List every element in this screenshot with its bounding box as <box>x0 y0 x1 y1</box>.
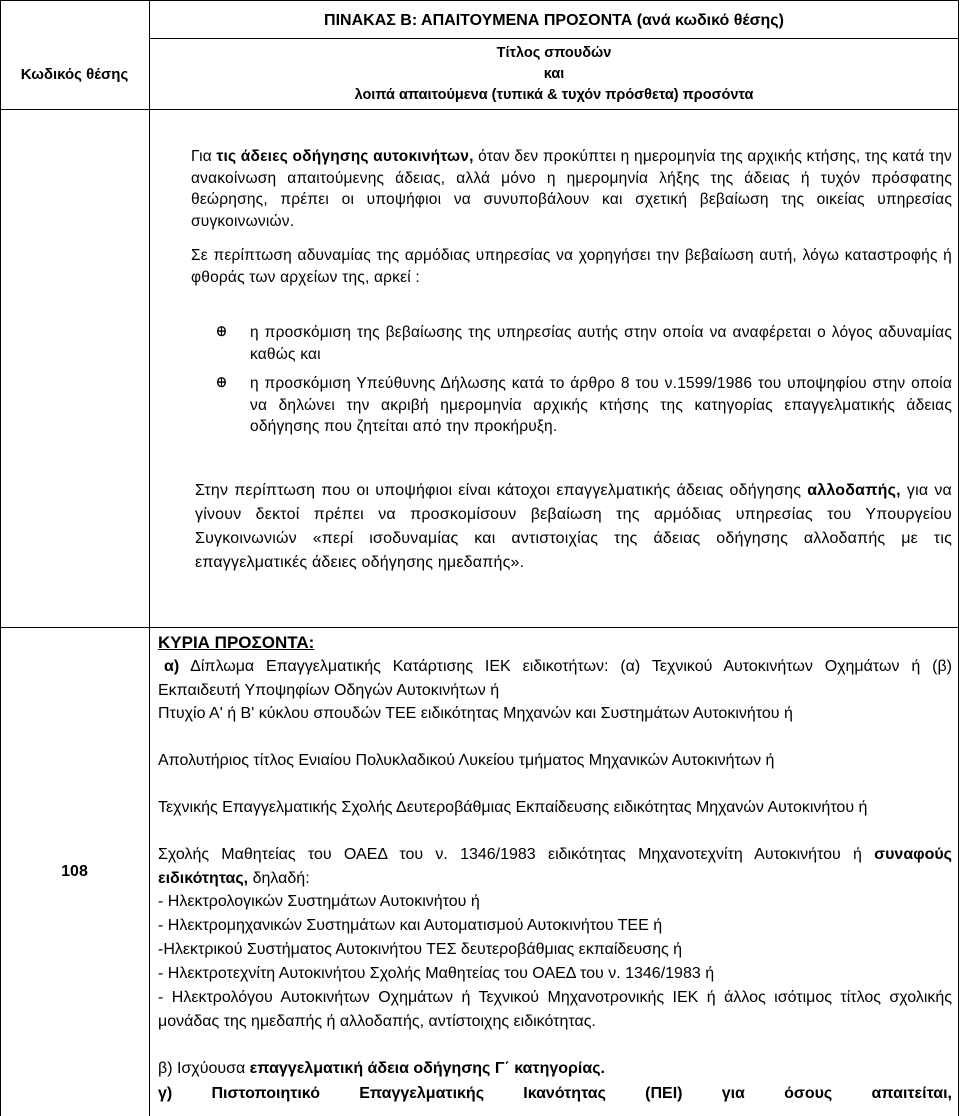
note-bullet-declaration: η προσκόμιση Υπεύθυνης Δήλωσης κατά το άρθρο 8 του ν.1599/1986 του υποψηφίου στην οποία να δηλώνει την ακριβή ημερομηνία αρχικής κτήσης της κατηγορίας επαγγελματικής άδειας οδήγησης που ζητείται από την προκήρυξη. <box>250 375 952 435</box>
qualification-apolytirio: Απολυτήριος τίτλος Ενιαίου Πολυκλαδικού Λυκείου τμήματος Μηχανικών Αυτοκινήτων ή <box>158 752 775 769</box>
note-paragraph-foreign <box>195 479 952 575</box>
qualification-a <box>158 655 952 702</box>
related-specialty-2: - Ηλεκτρομηχανικών Συστημάτων και Αυτοματισμού Αυτοκινήτου ΤΕΕ ή <box>158 917 663 934</box>
table-title: ΠΙΝΑΚΑΣ Β: ΑΠΑΙΤΟΥΜΕΝΑ ΠΡΟΣΟΝΤΑ (ανά κωδικό θέσης) <box>324 12 784 29</box>
column-header-code: Κωδικός θέσης <box>20 65 129 83</box>
note-bullet-certificate: η προσκόμιση της βεβαίωσης της υπηρεσίας αυτής στην οποία να αναφέρεται ο λόγος αδυναμίας καθώς και <box>250 324 952 363</box>
column-header-qualifications <box>150 40 958 108</box>
related-specialty-5: - Ηλεκτρολόγου Αυτοκινήτων Οχημάτων ή Τεχνικού Μηχανοτρονικής ΙΕΚ ή άλλος ισότιμος τίτλος σχολικής μονάδας της ημεδαπής ή αλλοδαπής, αντίστοιχης ειδικότητας. <box>158 989 952 1030</box>
table-border-column <box>149 0 150 1116</box>
qualification-a-text: Δίπλωμα Επαγγελματικής Κατάρτισης ΙΕΚ ειδικοτήτων: (α) Τεχνικού Αυτοκινήτων Οχημάτων ή (β) Εκπαιδευτή Υποψηφίων Οδηγών Αυτοκινήτων ή <box>158 658 952 699</box>
related-specialty-4: - Ηλεκτροτεχνίτη Αυτοκινήτου Σχολής Μαθητείας του ΟΑΕΔ του ν. 1346/1983 ή <box>158 965 715 982</box>
qualification-b <box>158 1057 605 1081</box>
main-qualifications-heading: ΚΥΡΙΑ ΠΡΟΣΟΝΤΑ: <box>158 633 315 652</box>
qualification-oaed <box>158 843 952 890</box>
table-border-top <box>0 0 959 1</box>
note-p1-bold: τις άδειες οδήγησης αυτοκινήτων, <box>216 148 474 165</box>
note-p3-lead: Στην περίπτωση που οι υποψήφιοι είναι κάτοχοι επαγγελματικής άδειας οδήγησης <box>195 482 808 499</box>
qualification-oaed-bold: συναφούς ειδικότητας, <box>158 846 952 887</box>
qualification-oaed-text: Σχολής Μαθητείας του ΟΑΕΔ του ν. 1346/1983 ειδικότητας Μηχανοτεχνίτη Αυτοκινήτου ή <box>158 846 875 863</box>
note-p3-bold: αλλοδαπής, <box>807 482 901 499</box>
note-p3-rest: για να γίνουν δεκτοί πρέπει να προσκομίσουν βεβαίωση της αρμόδιας υπηρεσίας του Υπουργείου Συγκοινωνιών «περί ισοδυναμίας και αντιστοιχίας της άδειας οδήγησης αλλοδαπής με τις επαγγελματικές άδειες οδήγησης ημεδαπής». <box>195 482 952 571</box>
note-paragraph-inability: Σε περίπτωση αδυναμίας της αρμόδιας υπηρεσίας να χορηγήσει την βεβαίωση αυτή, λόγω καταστροφής ή φθοράς των αρχείων της, αρκεί : <box>191 247 952 286</box>
column-header-line-1: Τίτλος σπουδών <box>496 44 612 61</box>
qualification-b-bold: επαγγελματική άδεια οδήγησης Γ΄ κατηγορίας. <box>249 1060 605 1077</box>
bullet-hand-icon: ꚛ <box>216 371 227 392</box>
note-paragraph-licences <box>191 146 952 232</box>
column-header-line-3: λοιπά απαιτούμενα (τυπικά & τυχόν πρόσθετα) προσόντα <box>354 86 754 103</box>
note-p1-rest: όταν δεν προκύπτει η ημερομηνία της αρχικής κτήσης, της κατά την ανακοίνωση απαιτούμενης άδειας, αλλά μόνο η ημερομηνία λήξης της άδειας ή τυχόν πρόσφατης θεώρησης, πρέπει οι υποψήφιοι να συνυποβάλουν και σχετική βεβαίωση της οικείας υπηρεσίας συγκοινωνιών. <box>191 148 952 230</box>
column-header-line-2: και <box>543 65 565 82</box>
qualification-oaed-tail: δηλαδή: <box>248 869 310 887</box>
qualification-tes: Τεχνικής Επαγγελματικής Σχολής Δευτεροβάθμιας Εκπαίδευσης ειδικότητας Μηχανών Αυτοκινήτου ή <box>158 799 868 816</box>
table-border-title-bottom <box>150 38 959 39</box>
note-p1-lead: Για <box>191 148 217 165</box>
qualification-a-label: α) <box>164 658 180 675</box>
qualification-g: γ) Πιστοποιητικό Επαγγελματικής Ικανότητας (ΠΕΙ) για όσους απαιτείται, <box>158 1085 952 1102</box>
qualification-b-text: β) Ισχύουσα <box>158 1060 250 1077</box>
table-border-header-bottom <box>0 109 959 110</box>
bullet-hand-icon: ꚛ <box>216 320 227 341</box>
related-specialty-1: - Ηλεκτρολογικών Συστημάτων Αυτοκινήτου ή <box>158 893 480 910</box>
qualification-ptychio: Πτυχίο Α' ή Β' κύκλου σπουδών ΤΕΕ ειδικότητας Μηχανών και Συστημάτων Αυτοκινήτου ή <box>158 705 793 722</box>
position-code: 108 <box>61 863 88 880</box>
related-specialty-3: -Ηλεκτρικού Συστήματος Αυτοκινήτου ΤΕΣ δευτεροβάθμιας εκπαίδευσης ή <box>158 941 683 958</box>
table-border-right <box>958 0 959 1116</box>
